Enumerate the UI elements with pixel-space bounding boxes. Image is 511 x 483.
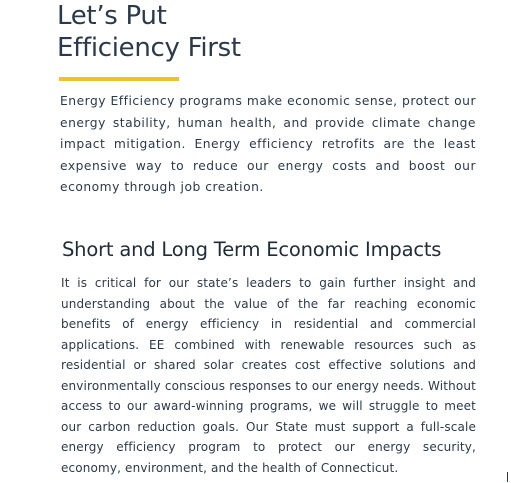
page-title-line-2: Efficiency First [57, 33, 241, 63]
section-body-paragraph: It is critical for our state’s leaders to gain further insight and understanding about the value of the far reaching economic benefits of energy efficiency in residential and commercial applications. EE combined with renewable resources such as residential or shared solar creates cost effective solutions and environmentally conscious responses to our energy needs. Without access to our award-winning programs, we will struggle to meet our carbon reduction goals. Our State must support a full-scale energy efficiency program to protect our energy security, economy, environment, and the health of Connecticut. [61, 276, 476, 475]
page-title-line-1: Let’s Put [57, 1, 167, 31]
intro-paragraph: Energy Efficiency programs make economic sense, protect our energy stability, human health, and provide climate change impact mitigation. Energy efficiency retrofits are the least expensive way to reduce our energy costs and boost our economy through job creation. [60, 94, 476, 194]
section-heading: Short and Long Term Economic Impacts [62, 238, 442, 261]
page-edge-mark [507, 472, 508, 482]
title-accent-rule [59, 77, 179, 81]
page-title [57, 0, 477, 64]
